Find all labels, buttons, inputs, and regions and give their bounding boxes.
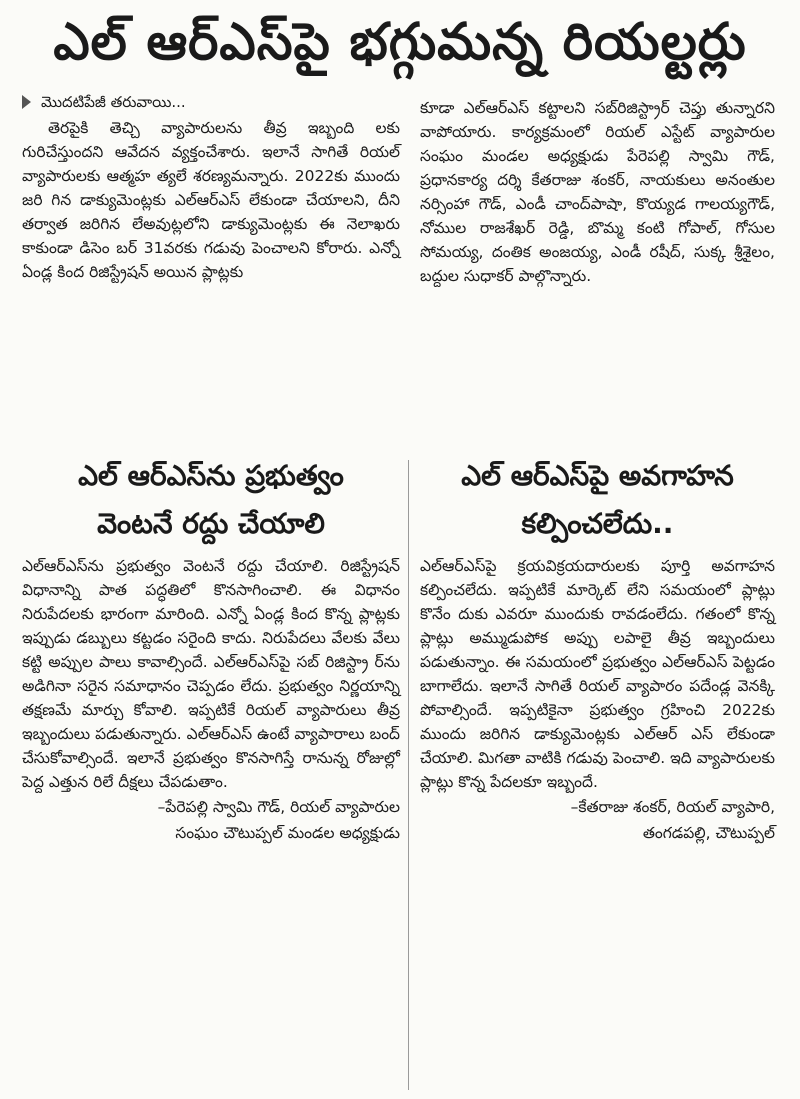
opinion-paragraph: ఎల్ఆర్ఎస్‌ను ప్రభుత్వం వెంటనే రద్దు చేయాలి. రిజిస్ట్రేషన్ విధానాన్ని పాత పద్ధతిలో కొనసాగించాలి. ఈ విధానం నిరుపేదలకు భారంగా మారింది. ఎన్నో ఏండ్ల కింద కొన్న ప్లాట్లకు ఇప్పుడు డబ్బులు కట్టడం సరైంది కాదు. నిరుపేదలు వేలకు వేలు కట్టి అప్పుల పాలు కావాల్సిందే. ఎల్ఆర్ఎస్‌పై సబ్ రిజిస్ట్రా ర్‌ను అడిగినా సరైన సమాధానం చెప్పడం లేదు. ప్రభుత్వం నిర్ణయాన్ని తక్షణమే మార్చు కోవాలి. ఇప్పటికే రియల్ వ్యాపారులు తీవ్ర ఇబ్బందులు పడుతున్నారు. ఎల్ఆర్ఎస్ ఉంటే వ్యాపారాలు బంద్ చేసుకోవాల్సిందే. ఇలానే ప్రభుత్వం కొనసాగిస్తే రానున్న రోజుల్లో పెద్ద ఎత్తున రిలే దీక్షలు చేపడుతాం. (22, 557, 400, 791)
section-heading: ఎల్ ఆర్ఎస్‌ను ప్రభుత్వం వెంటనే రద్దు చేయాలి (78, 459, 344, 540)
left-top-column (22, 90, 400, 284)
continued-marker (22, 90, 400, 114)
article-paragraph: తెరపైకి తెచ్చి వ్యాపారులను తీవ్ర ఇబ్బంది లకు గురిచేస్తుందని ఆవేదన వ్యక్తంచేశారు. ఇలానే సాగితే రియల్ వ్యాపారులకు ఆత్మహ త్యలే శరణ్యమన్నారు. 2022కు ముందు జరి గిన డాక్యుమెంట్లకు ఎల్ఆర్ఎస్ లేకుండా చేయాలని, దీని తర్వాత జరిగిన లేఅవుట్లలోని డాక్యుమెంట్లకు ఈ నెలాఖరు కాకుండా డిసెం బర్ 31వరకు గడువు పెంచాలని కోరారు. ఎన్నో ఏండ్ల కింద రిజిస్ట్రేషన్ అయిన ప్లాట్లకు (22, 119, 400, 281)
signature: –కేతరాజు శంకర్, రియల్ వ్యాపారి, తంగడపల్లి, చౌటుప్పల్ (570, 798, 775, 842)
opinion-paragraph: ఎల్ఆర్ఎస్‌పై క్రయవిక్రయదారులకు పూర్తి అవగాహన కల్పించలేదు. ఇప్పటికే మార్కెట్ లేని సమయంలో ప్లాట్లు కొనేం దుకు ఎవరూ ముందుకు రావడంలేదు. గతంలో కొన్న ప్లాట్లు అమ్ముడుపోక అప్పు లపాలై తీవ్ర ఇబ్బందులు పడుతున్నాం. ఈ సమయంలో ప్రభుత్వం ఎల్ఆర్ఎస్ పెట్టడం బాగాలేదు. ఇలానే సాగితే రియల్ వ్యాపారం పదేండ్ల వెనక్కి పోవాల్సిందే. ఇప్పటికైనా ప్రభుత్వం గ్రహించి 2022కు ముందు జరిగిన డాక్యుమెంట్లకు ఎల్ఆర్ ఎస్ లేకుండా చేయాలి. మిగతా వాటికి గడువు పెంచాలి. ఇది వ్యాపారులకు ప్లాట్లు కొన్న పేదలకూ ఇబ్బందే. (420, 557, 775, 791)
right-bottom-column (420, 452, 775, 846)
section-heading: ఎల్ ఆర్ఎస్‌పై అవగాహన కల్పించలేదు.. (461, 459, 734, 540)
signature: –పేరెపల్లి స్వామి గౌడ్, రియల్ వ్యాపారుల సంఘం చౌటుప్పల్ మండల అధ్యక్షుడు (157, 798, 400, 842)
arrow-right-icon (22, 95, 31, 109)
right-top-column (420, 96, 775, 288)
column-divider (408, 460, 409, 1090)
page-title: ఎల్ ఆర్ఎస్‌పై భగ్గుమన్న రియల్టర్లు (53, 13, 747, 72)
left-bottom-column (22, 452, 400, 846)
article-paragraph: కూడా ఎల్ఆర్ఎస్ కట్టాలని సబ్‌రిజిస్ట్రార్ చెప్తు తున్నారని వాపోయారు. కార్యక్రమంలో రియల్ ఎస్టేట్ వ్యాపారుల సంఘం మండల అధ్యక్షుడు పేరెపల్లి స్వామి గౌడ్, ప్రధానకార్య దర్శి కేతరాజు శంకర్, నాయకులు అనంతుల నర్సింహా గౌడ్, ఎండీ చాంద్‌పాషా, కొయ్యడ గాలయ్యగౌడ్, నోముల రాజశేఖర్ రెడ్డి, బొమ్మ కంటి గోపాల్, గోసుల సోమయ్య, దంతిక అంజయ్య, ఎండీ రషీద్, సుక్క శ్రీశైలం, బద్దుల సుధాకర్ పాల్గొన్నారు. (420, 99, 775, 285)
continued-label: మొదటిపేజీ తరువాయి... (41, 93, 186, 111)
